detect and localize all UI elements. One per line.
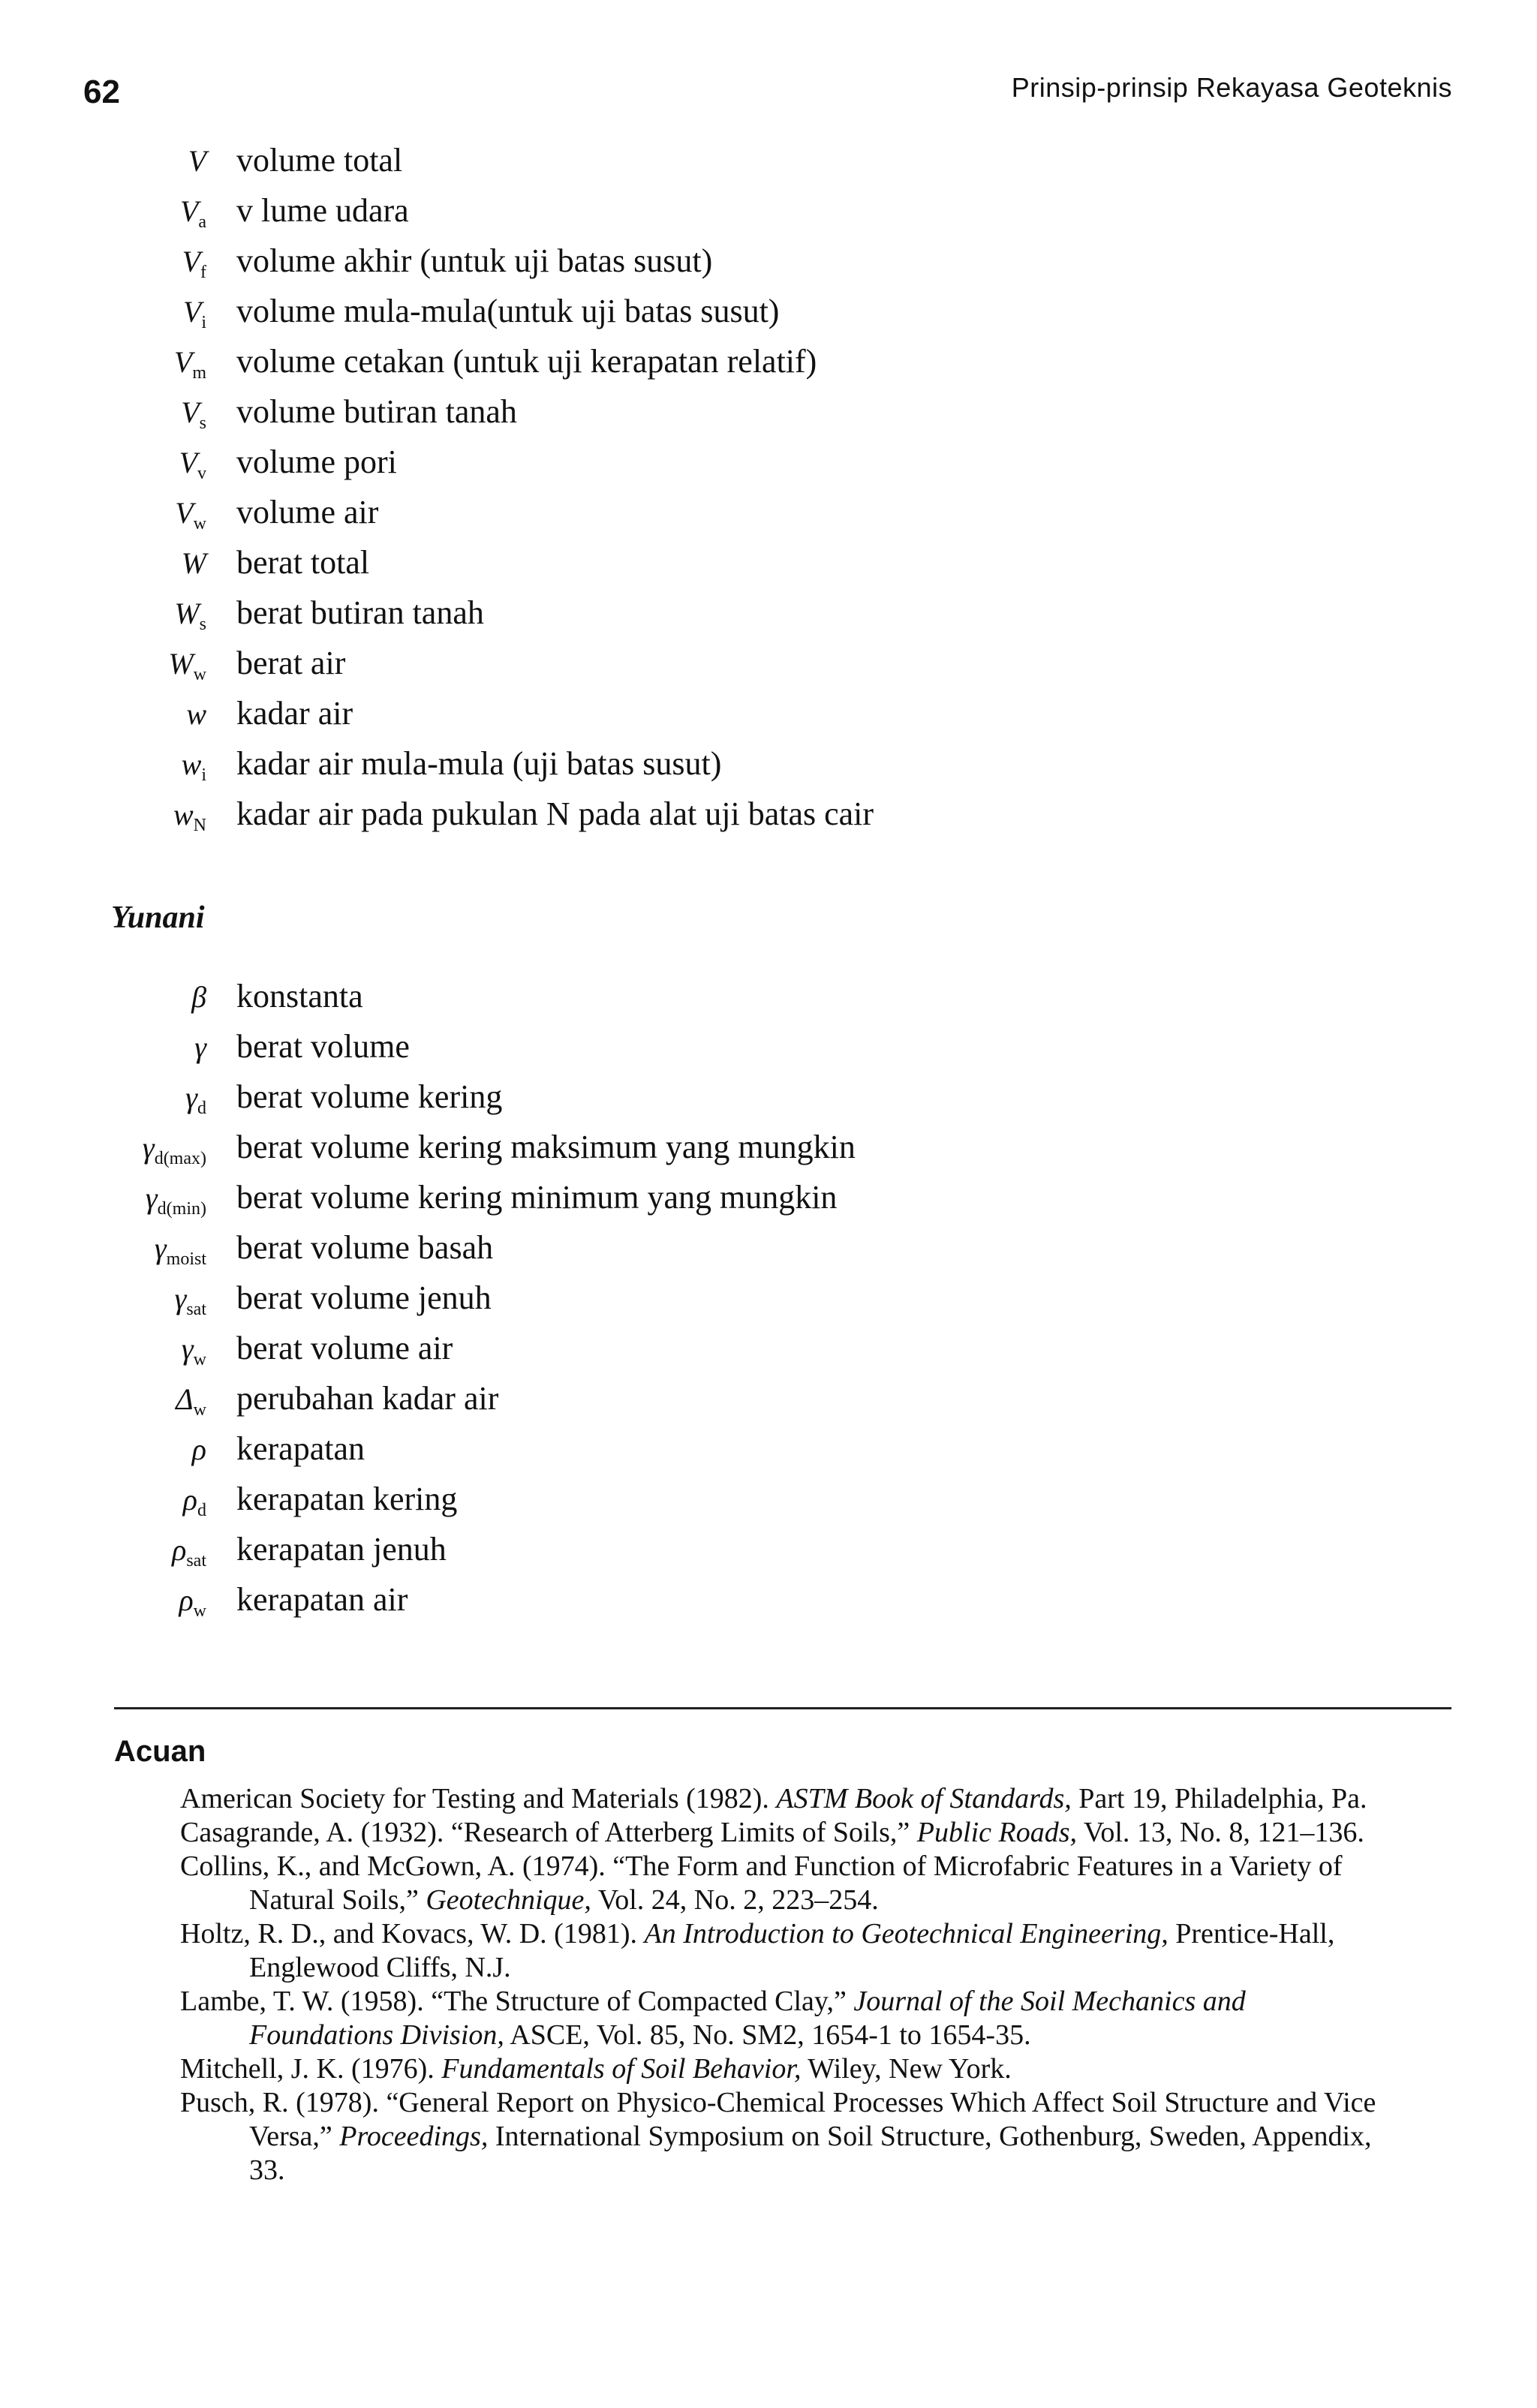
symbol <box>98 596 236 634</box>
symbol <box>98 143 236 179</box>
reference-details: Wiley, New York. <box>801 2053 1012 2085</box>
symbol-subscript: m <box>192 363 206 383</box>
symbol <box>98 344 236 383</box>
symbol-base: w <box>186 697 206 731</box>
reference-text: Pusch, R. (1978). “General Report on Physico-Chemical Processes Which Affect Soil Structure and Vice Versa,” <box>180 2087 1376 2152</box>
symbol <box>98 495 236 534</box>
symbol-description: berat volume air <box>236 1330 453 1366</box>
symbol-row <box>98 443 1223 493</box>
symbol-base: W <box>181 546 206 580</box>
greek-section-title: Yunani <box>111 900 205 935</box>
reference-source-title: Geotechnique, <box>426 1884 591 1916</box>
symbol-subscript: f <box>200 263 206 282</box>
symbol-row <box>98 543 1223 594</box>
reference-source-title: Fundamentals of Soil Behavior, <box>441 2053 802 2085</box>
greek-symbol-list <box>98 977 1223 1631</box>
symbol-subscript: sat <box>186 1551 206 1571</box>
reference-item <box>180 1985 1388 2052</box>
symbol <box>98 979 236 1015</box>
reference-item <box>180 1917 1388 1985</box>
reference-text: Lambe, T. W. (1958). “The Structure of Compacted Clay,” <box>180 1986 854 2017</box>
symbol-base: W <box>174 597 200 630</box>
symbol <box>98 696 236 732</box>
symbol-base: V <box>182 295 202 329</box>
symbol <box>98 395 236 433</box>
symbol <box>98 646 236 684</box>
symbol-subscript: w <box>193 1350 206 1369</box>
symbol-description: berat butiran tanah <box>236 594 484 631</box>
symbol-description: berat volume basah <box>236 1229 494 1266</box>
symbol-subscript: d(min) <box>157 1199 206 1219</box>
reference-details: Prentice-Hall, Englewood Cliffs, N.J. <box>249 1918 1335 1983</box>
symbol-subscript: i <box>201 765 206 785</box>
symbol-base: γ <box>181 1332 194 1366</box>
symbol-subscript: d(max) <box>154 1149 206 1168</box>
symbol-description: kerapatan kering <box>236 1481 458 1517</box>
symbol-description: kadar air mula-mula (uji batas susut) <box>236 745 722 782</box>
symbol-description: volume pori <box>236 443 397 480</box>
symbol <box>98 244 236 282</box>
symbol-description: kadar air <box>236 695 353 732</box>
symbol-description: volume air <box>236 494 379 531</box>
symbol-row <box>98 1128 1223 1178</box>
symbol-base: β <box>191 980 206 1014</box>
symbol-description: kadar air pada pukulan N pada alat uji batas cair <box>236 795 874 832</box>
symbol-row <box>98 1078 1223 1128</box>
symbol <box>98 1331 236 1369</box>
symbol <box>98 747 236 785</box>
reference-details: Vol. 13, No. 8, 121–136. <box>1077 1817 1364 1848</box>
symbol-row <box>98 644 1223 694</box>
symbol-base: V <box>179 446 197 479</box>
reference-item <box>180 1782 1388 1816</box>
symbol-row <box>98 1027 1223 1078</box>
symbol-row <box>98 1580 1223 1631</box>
symbol-base: w <box>173 798 194 831</box>
reference-source-title: ASTM Book of Standards, <box>776 1783 1072 1814</box>
reference-source-title: Proceedings, <box>339 2121 489 2152</box>
symbol-subscript: w <box>193 665 206 684</box>
symbol-base: ρ <box>172 1533 187 1567</box>
symbol-row <box>98 1279 1223 1329</box>
symbol-description: berat volume kering <box>236 1078 503 1115</box>
symbol-subscript: sat <box>186 1300 206 1319</box>
symbol-description: berat air <box>236 645 346 681</box>
symbol-subscript: i <box>201 313 206 332</box>
reference-item <box>180 2052 1388 2086</box>
symbol-description: volume mula-mula(untuk uji batas susut) <box>236 293 780 329</box>
reference-list <box>180 1782 1388 2187</box>
symbol <box>98 1482 236 1520</box>
symbol-row <box>98 242 1223 292</box>
symbol <box>98 194 236 232</box>
symbol-row <box>98 1329 1223 1379</box>
symbol-base: γ <box>154 1231 167 1265</box>
latin-symbol-list <box>98 141 1223 845</box>
symbol-description: berat volume kering maksimum yang mungkin <box>236 1129 856 1165</box>
symbol <box>98 797 236 835</box>
symbol-base: ρ <box>191 1432 206 1466</box>
reference-source-title: Public Roads, <box>916 1817 1077 1848</box>
symbol-base: Δ <box>176 1382 194 1416</box>
symbol-base: γ <box>145 1181 158 1215</box>
symbol <box>98 1030 236 1065</box>
reference-details: Vol. 24, No. 2, 223–254. <box>591 1884 879 1916</box>
page-number: 62 <box>83 74 120 110</box>
reference-text: Holtz, R. D., and Kovacs, W. D. (1981). <box>180 1918 645 1950</box>
symbol-base: γ <box>194 1030 206 1064</box>
symbol-base: V <box>173 345 193 379</box>
symbol-subscript: N <box>193 816 206 835</box>
symbol <box>98 1381 236 1420</box>
symbol-row <box>98 292 1223 342</box>
symbol <box>98 1080 236 1118</box>
reference-item <box>180 1816 1388 1850</box>
symbol <box>98 1432 236 1467</box>
symbol-base: V <box>188 144 206 178</box>
symbol-row <box>98 1228 1223 1279</box>
symbol-description: berat total <box>236 544 370 581</box>
symbol-row <box>98 795 1223 845</box>
symbol <box>98 1583 236 1621</box>
symbol-row <box>98 977 1223 1027</box>
symbol <box>98 294 236 332</box>
reference-source-title: Journal of the Soil Mechanics and Foundations Division, <box>249 1986 1246 2051</box>
symbol-subscript: w <box>193 1601 206 1621</box>
reference-text: Collins, K., and McGown, A. (1974). “The Form and Function of Microfabric Features in a Variety of Natural Soils,” <box>180 1850 1343 1916</box>
symbol-description: kerapatan <box>236 1430 365 1467</box>
symbol-subscript: w <box>193 514 206 534</box>
symbol-description: kerapatan jenuh <box>236 1531 447 1568</box>
reference-text: Casagrande, A. (1932). “Research of Atterberg Limits of Soils,” <box>180 1817 917 1848</box>
symbol-base: W <box>168 647 194 681</box>
symbol <box>98 1180 236 1219</box>
symbol <box>98 1281 236 1319</box>
symbol-subscript: d <box>197 1501 206 1520</box>
symbol-base: V <box>179 194 199 228</box>
reference-details: ASCE, Vol. 85, No. SM2, 1654-1 to 1654-35. <box>504 2019 1031 2051</box>
symbol-base: γ <box>142 1131 155 1165</box>
symbol-row <box>98 493 1223 543</box>
symbol-subscript: s <box>199 413 206 433</box>
symbol-description: kerapatan air <box>236 1581 408 1618</box>
symbol-base: γ <box>185 1081 197 1114</box>
symbol-row <box>98 594 1223 644</box>
symbol-row <box>98 1178 1223 1228</box>
reference-text: Mitchell, J. K. (1976). <box>180 2053 442 2085</box>
running-head-title: Prinsip-prinsip Rekayasa Geoteknis <box>1011 72 1452 103</box>
reference-item <box>180 1850 1388 1917</box>
symbol-base: ρ <box>182 1483 197 1517</box>
symbol-row <box>98 141 1223 191</box>
symbol-description: berat volume <box>236 1028 410 1065</box>
symbol-description: volume total <box>236 142 403 179</box>
symbol-description: perubahan kadar air <box>236 1380 499 1417</box>
symbol-row <box>98 1379 1223 1429</box>
reference-details: Part 19, Philadelphia, Pa. <box>1071 1783 1367 1814</box>
symbol-row <box>98 1480 1223 1530</box>
symbol-subscript: w <box>193 1400 206 1420</box>
symbol-description: berat volume jenuh <box>236 1279 492 1316</box>
symbol-base: V <box>182 245 200 278</box>
symbol-row <box>98 694 1223 744</box>
symbol <box>98 1231 236 1269</box>
symbol-base: γ <box>174 1282 187 1315</box>
symbol-row <box>98 392 1223 443</box>
symbol-base: w <box>181 747 202 781</box>
reference-text: American Society for Testing and Materials (1982). <box>180 1783 777 1814</box>
section-divider <box>114 1707 1451 1709</box>
symbol-description: volume cetakan (untuk uji kerapatan relatif) <box>236 343 817 380</box>
symbol-subscript: d <box>197 1099 206 1118</box>
symbol <box>98 1130 236 1168</box>
symbol <box>98 445 236 483</box>
reference-item <box>180 2086 1388 2187</box>
reference-details: International Symposium on Soil Structure, Gothenburg, Sweden, Appendix, 33. <box>249 2121 1372 2186</box>
symbol-description: v lume udara <box>236 192 409 229</box>
symbol-row <box>98 1530 1223 1580</box>
symbol-base: V <box>175 496 194 530</box>
symbol-subscript: a <box>198 212 206 232</box>
symbol-base: V <box>181 395 200 429</box>
symbol-description: volume akhir (untuk uji batas susut) <box>236 242 713 279</box>
references-heading: Acuan <box>114 1735 206 1768</box>
symbol <box>98 1532 236 1571</box>
symbol-subscript: moist <box>166 1249 206 1269</box>
symbol-row <box>98 1429 1223 1480</box>
symbol-subscript: v <box>197 464 206 483</box>
symbol-base: ρ <box>179 1583 194 1617</box>
symbol-row <box>98 342 1223 392</box>
symbol-description: berat volume kering minimum yang mungkin <box>236 1179 838 1216</box>
symbol-row <box>98 191 1223 242</box>
symbol-row <box>98 744 1223 795</box>
reference-source-title: An Introduction to Geotechnical Engineering, <box>644 1918 1169 1950</box>
symbol-subscript: s <box>199 615 206 634</box>
symbol <box>98 546 236 581</box>
symbol-description: konstanta <box>236 978 363 1015</box>
symbol-description: volume butiran tanah <box>236 393 517 430</box>
